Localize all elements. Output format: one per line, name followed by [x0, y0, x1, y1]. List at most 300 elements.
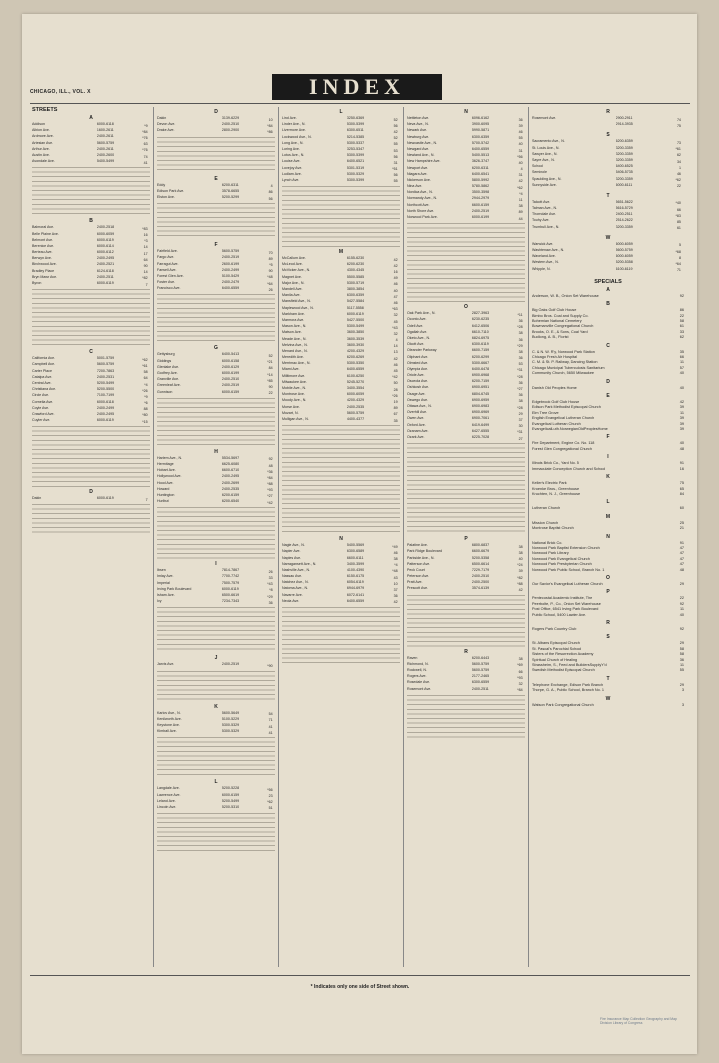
special-name: Immaculate Conception Church and School [532, 466, 606, 471]
sheet-number: *51 [392, 167, 398, 172]
sheet-number: *84 [267, 475, 273, 480]
street-name: Nassau Ave. [282, 574, 303, 579]
street-name: Christiana Ave. [32, 387, 57, 392]
sheet-number: *84 [267, 123, 273, 128]
sheet-number: *11 [517, 312, 523, 317]
sheet-number: 85 [676, 220, 681, 225]
sheet-number: *27 [267, 494, 273, 499]
address-range: 7200-7863 [96, 368, 115, 373]
street-name: New Hampshire Ave. [407, 159, 441, 164]
address-range: 7700-7742 [221, 574, 240, 579]
sheet-number: 39 [679, 421, 684, 426]
special-entry [532, 447, 684, 452]
address-range: 6100-6119 [615, 266, 633, 271]
sheet-number: 1 [678, 165, 681, 170]
street-name: Maplewood Ave., N. [282, 305, 314, 310]
address-range: 5600-5759 [471, 668, 490, 672]
address-range: 7814-7867 [221, 568, 240, 573]
address-range: 5200-5499 [96, 380, 115, 385]
index-filler-lines [157, 605, 275, 653]
sheet-number: 36 [518, 337, 523, 342]
address-range: 6500-6619 [221, 593, 240, 597]
sheet-number: 89 [268, 256, 273, 261]
street-name: Marmora Ave. [282, 317, 305, 322]
sheet-number: *26 [142, 388, 148, 393]
sheet-number: 46 [393, 362, 398, 367]
sheet-number: 52 [268, 354, 273, 359]
street-name: Miami Ave. [282, 367, 300, 372]
index-filler-lines [32, 424, 150, 487]
address-range: 6072-6141 [346, 592, 365, 597]
sheet-number: 16 [679, 466, 684, 471]
address-range: 5990-5871 [471, 128, 490, 133]
sheet-number: *9 [144, 123, 148, 128]
street-name: Arthur Ave. [32, 146, 50, 151]
street-name: Bradley Place [32, 268, 55, 273]
special-name: Norwood Park Presbyterian Church [532, 562, 592, 567]
sheet-number: 14 [143, 270, 148, 275]
sheet-number: 36 [268, 600, 273, 605]
sheet-number: 33 [268, 576, 273, 581]
index-filler-lines [532, 273, 684, 275]
specials-letter: L [606, 499, 610, 506]
sheet-number: 90 [268, 384, 273, 389]
address-range: 2400-2518 [96, 225, 115, 230]
special-entry [532, 568, 684, 573]
sheet-number: 45 [393, 319, 398, 324]
sheet-number: *4 [394, 563, 398, 568]
street-name: Rogers Ave. [407, 674, 427, 679]
address-range: 6300-6511 [346, 128, 364, 133]
address-range: 2400-2519 [221, 383, 240, 388]
street-name: Oriole Ave. [407, 373, 425, 378]
special-name: Anderson, W. B., Onion Set Warehouse [532, 293, 599, 298]
sheet-number: *31 [517, 430, 523, 435]
sheet-number: 34 [676, 159, 681, 164]
street-name: Napier Ave. [282, 549, 301, 554]
street-name: Parkside Ave., N. [407, 555, 435, 560]
sheet-number: *9 [144, 394, 148, 399]
sheet-number: 73 [676, 140, 681, 145]
address-range: 6900-7061 [471, 416, 490, 421]
special-name: Norwood Park Public School, Branch No. 1 [532, 567, 605, 572]
sheet-number: *62 [675, 178, 681, 183]
sheet-number: 29 [679, 641, 684, 646]
volume-caption: CHICAGO, ILL., VOL. X [30, 89, 91, 95]
section-letter: J [214, 655, 218, 662]
street-name: St. Louis Ave., N. [532, 145, 560, 150]
sheet-number: 58 [679, 318, 684, 323]
street-name: Loring Ave. [282, 146, 300, 151]
street-name: Norwood Park Ave. [407, 215, 438, 219]
sheet-number: *93 [517, 675, 523, 680]
street-name: Gunnison [157, 389, 173, 394]
street-name: Long Ave., N. [282, 140, 304, 145]
street-name: Normandy Ave., N. [407, 196, 438, 201]
street-name: Artesian Ave. [32, 140, 54, 145]
address-range: 2400-2479 [221, 280, 240, 285]
sheet-number: 27 [518, 436, 523, 441]
special-entry [532, 668, 684, 673]
address-range: 5300-5329 [221, 729, 240, 734]
sheet-number: 36 [679, 657, 684, 662]
sheet-number: 56 [393, 173, 398, 178]
index-filler-lines [157, 135, 275, 174]
address-range: 4100-4390 [346, 567, 365, 572]
sheet-number: *80 [142, 413, 148, 418]
sheet-number: *56 [267, 787, 273, 792]
address-range: 5200-5358 [615, 260, 633, 265]
sheet-number: *24 [517, 563, 523, 568]
street-name: Giddings [157, 358, 172, 363]
address-range: 6900-6969 [471, 410, 490, 415]
special-name: Strassheim, S., Feed and BuildersSupplyY'd [532, 663, 607, 668]
address-range: 6804-6745 [471, 391, 490, 396]
address-range: 2400-2519 [221, 662, 240, 667]
address-range: 3200-3359 [615, 224, 633, 229]
street-name: Rosemont Ave. [532, 116, 557, 120]
specials-letter: D [606, 378, 610, 385]
special-entry [532, 688, 684, 693]
street-name: Newgard Ave. [407, 146, 430, 151]
street-name: Meade Ave., N. [282, 336, 307, 341]
specials-letter: E [606, 393, 610, 400]
sheet-number: *76 [142, 148, 148, 153]
street-name: Carter Place [32, 368, 52, 373]
street-name: Edison Park Ave. [157, 188, 185, 193]
sheet-number: *64 [267, 281, 273, 286]
address-range: 6900-6951 [471, 385, 490, 390]
special-name: Community Church, 5650 Milwaukee [532, 371, 595, 376]
section-letter: L [214, 779, 218, 786]
special-name: Elm Tree Grove [532, 410, 559, 415]
special-name: Brooks, O. E., & Sons, Coal Yard [532, 329, 588, 334]
sheet-number: *43 [392, 325, 398, 330]
section-letter: E [214, 175, 218, 182]
sheet-number: 32 [393, 313, 398, 318]
street-name: Kimball Ave. [157, 729, 177, 734]
address-range: 2400-2600 [96, 152, 115, 157]
sheet-number: *15 [142, 419, 148, 424]
sheet-number: *69 [517, 663, 523, 668]
address-range: 2400-2521 [96, 262, 115, 267]
street-name: Ottawa Ave., N. [407, 404, 432, 408]
sheet-number: 38 [518, 657, 523, 662]
special-name: National Brick Co. [532, 540, 563, 545]
address-range: 5600-5759 [96, 362, 115, 367]
sheet-number: *48 [267, 275, 273, 280]
address-range: 6600-7159 [471, 348, 490, 353]
sheet-number: 11 [680, 607, 684, 612]
sheet-number: 65 [679, 486, 684, 491]
street-name: Olmsted Ave. [407, 360, 429, 365]
address-range: 6000-6059 [346, 392, 365, 397]
sheet-number: 16 [393, 270, 398, 275]
sheet-number: 42 [393, 263, 398, 268]
street-name: Nagle Ave., N. [282, 543, 305, 548]
special-name: Kroenke Bros., Greenhouse [532, 486, 580, 491]
address-range: 6419-6499 [471, 422, 490, 427]
address-range: 6000-6159 [221, 389, 240, 394]
address-range: 5406-5735 [615, 170, 633, 175]
sheet-number: *85 [267, 378, 273, 383]
address-range: 6054-6119 [346, 580, 364, 585]
address-range: 2400-2519 [221, 255, 240, 260]
index-filler-lines [157, 811, 275, 853]
special-entry [532, 526, 684, 531]
sheet-number: 37 [393, 588, 398, 593]
index-filler-lines [407, 221, 525, 302]
address-range: 5117-5558 [346, 305, 364, 310]
address-range: 6096-6162 [471, 116, 490, 120]
street-name: Park Ridge Boulevard [407, 549, 442, 554]
sheet-number: *29 [267, 594, 273, 599]
sheet-number: 53 [518, 362, 523, 367]
special-name: Edison Park Methodist Episcopal Church [532, 405, 601, 410]
sheet-number: 48 [679, 567, 684, 572]
street-name: Mason Ave., N. [282, 324, 307, 329]
street-name: School [532, 164, 543, 169]
sheet-number: 70 [268, 250, 273, 255]
street-name: Natoma Ave., N. [282, 586, 309, 591]
street-name: Whipple, N. [532, 266, 551, 271]
street-name: Bryn Mawr Ave. [32, 274, 58, 279]
address-range: 5200-5310 [221, 804, 240, 809]
address-range: 5300-5337 [346, 140, 365, 145]
street-name: Melvina Ave., N. [282, 342, 308, 347]
street-name: Francisco Ave. [157, 286, 181, 291]
sheet-number: 4 [270, 184, 273, 189]
address-range: 7229-7179 [471, 567, 490, 572]
sheet-number: 35 [393, 418, 398, 423]
sheet-number: 51 [268, 806, 273, 811]
sheet-number: 36 [518, 318, 523, 323]
address-range: 2944-2979 [471, 196, 490, 201]
address-range: 3200-3359 [615, 176, 633, 181]
address-range: 2800-2900 [221, 128, 240, 133]
index-filler-lines [157, 396, 275, 447]
sheet-number: *62 [517, 185, 523, 190]
sheet-number: 52 [393, 136, 398, 141]
address-range: 6000-6119 [96, 281, 114, 285]
index-filler-lines [157, 292, 275, 343]
sheet-number: 58 [679, 652, 684, 657]
address-range: 3578-6655 [221, 188, 240, 193]
street-name: Central Ave. [32, 380, 52, 385]
street-name: Belle Plaine Ave. [32, 231, 59, 236]
special-name: St. Albans Episcopal Church [532, 641, 580, 646]
sheet-number: 48 [679, 446, 684, 451]
street-name: Imperial [157, 580, 170, 585]
sheet-number: *27 [517, 387, 523, 392]
sheet-number: 36 [518, 393, 523, 398]
address-range: 3200-3359 [615, 157, 633, 162]
section-letter: K [214, 703, 218, 710]
address-range: 6200-6443 [471, 655, 490, 660]
street-name: Mozart, N. [282, 410, 299, 415]
address-range: 3600-3850 [346, 330, 365, 335]
section-letter: L [339, 109, 343, 115]
street-name: Newark Ave. [407, 128, 428, 133]
street-name: Ardmore Ave. [32, 134, 54, 139]
street-name: Owen Ave. [407, 416, 425, 421]
sheet-number: 84 [268, 366, 273, 371]
sheet-number: 4 [395, 338, 398, 343]
special-name: Spiritual Church of Healing [532, 657, 578, 662]
address-range: 6900-6968 [471, 373, 490, 378]
address-range: 2400-2495 [221, 474, 240, 479]
address-range: 2400-2531 [96, 374, 115, 379]
sheet-number: 39 [679, 416, 684, 421]
sheet-number: 42 [679, 400, 684, 405]
sheet-number: 7 [145, 497, 148, 502]
sheet-number: 55 [518, 136, 523, 141]
street-name: Major Ave., N. [282, 280, 305, 285]
street-name: Mansfield Ave., N. [282, 299, 311, 304]
street-name: Berteau Ave. [32, 250, 53, 255]
street-name: Mulligan Ave., N. [282, 416, 309, 421]
address-range: 3400-3554 [346, 386, 365, 390]
streets-column-4 [407, 107, 525, 967]
address-range: 5616-5729 [615, 206, 633, 211]
street-name: Oswego Ave. [407, 397, 429, 402]
address-range: 6100-6250 [346, 373, 365, 378]
street-name: Addison [32, 122, 45, 126]
section-letter: O [464, 304, 468, 311]
sheet-number: 23 [268, 794, 273, 799]
special-name: Lutheran Church [532, 506, 561, 511]
address-range: 5427-5584 [346, 299, 365, 304]
street-name: Austin Ave. [32, 152, 50, 157]
section-letter: F [214, 242, 218, 249]
index-filler-lines [532, 189, 684, 191]
street-name: Newburg Ave. [407, 134, 430, 139]
sheet-number: 36 [518, 356, 523, 361]
address-range: 5300-6667 [471, 360, 490, 365]
index-filler-lines [407, 441, 525, 534]
special-name: Thorpe, G. A., Public School, Branch No. 1 [532, 688, 604, 693]
street-name: Oliphant Ave. [407, 354, 429, 359]
sheet-number: 40 [518, 160, 523, 165]
address-range: 3500-3598 [471, 190, 490, 195]
address-range: 6400-6478 [471, 366, 490, 371]
sheet-number: 56 [393, 123, 398, 128]
sheet-number: *63 [392, 307, 398, 312]
sheet-number: 45 [393, 369, 398, 374]
sheet-number: 42 [393, 129, 398, 134]
street-name: Neola Ave. [282, 598, 300, 603]
address-range: 5700-5742 [471, 140, 490, 145]
sheet-number: 37 [518, 417, 523, 422]
sheet-number: 57 [679, 365, 684, 370]
sheet-number: *40 [675, 201, 681, 206]
section-letter: G [214, 345, 218, 352]
street-name: Godfrey Ave. [157, 371, 178, 375]
index-filler-lines [157, 669, 275, 702]
street-name: Glenlake Ave. [157, 364, 180, 369]
address-range: 5651-5622 [615, 199, 633, 204]
street-name: Merrimac Ave., N. [282, 361, 311, 366]
address-range: 6400-6559 [221, 286, 240, 291]
street-name: Ludlam Ave. [282, 171, 302, 176]
sheet-number: 75 [676, 123, 681, 128]
street-name: Cornelia Ave. [32, 399, 54, 404]
special-name: Swedish Methodist Episcopal Church [532, 668, 595, 673]
street-name: Coyle Ave. [32, 405, 50, 410]
address-range: 6600-6679 [471, 549, 490, 554]
street-name: Olcott Ave. [407, 342, 425, 347]
sheet-number: 38 [518, 331, 523, 336]
sheet-number: 46 [676, 171, 681, 176]
address-range: 5300-5329 [346, 171, 365, 176]
sheet-number: *4 [144, 382, 148, 387]
address-range: 7500-7579 [221, 580, 240, 585]
special-entry [532, 294, 684, 299]
collection-stamp: Fire Insurance Map Collection Geography and Map Division Library of Congress [600, 1017, 677, 1025]
sheet-number: 40 [518, 557, 523, 562]
sheet-number: 28 [393, 387, 398, 392]
address-range: 3626-3747 [471, 159, 490, 164]
sheet-number: *49 [392, 544, 398, 549]
sheet-number: 86 [679, 308, 684, 313]
address-range: 6300-6359 [346, 293, 365, 298]
specials-letter: I [607, 454, 609, 461]
street-name: Manila Ave. [282, 293, 301, 298]
special-entry [532, 613, 684, 618]
sheet-number: 30 [518, 424, 523, 429]
street-name: Lynch Ave. [282, 177, 300, 182]
street-name: Campbell Ave. [32, 362, 56, 367]
specials-letter: T [606, 675, 610, 682]
sheet-number: 38 [518, 544, 523, 549]
street-name: Richmond, N. [407, 661, 429, 666]
address-range: 4200-4329 [346, 348, 365, 353]
street-name: Talman Ave., N. [532, 206, 558, 211]
street-name: Oconto Ave. [407, 317, 427, 322]
sheet-number: 42 [393, 600, 398, 605]
column-divider [403, 107, 404, 967]
sheet-number: 17 [143, 251, 148, 256]
address-range: 7100-7199 [96, 393, 115, 398]
address-range: 5600-5759 [615, 248, 633, 252]
address-range: 5500-5585 [346, 274, 365, 279]
sheet-number: *90 [267, 663, 273, 668]
street-name: Ibsen [157, 568, 166, 573]
sheet-number: 13 [393, 350, 398, 355]
sheet-number: *28 [517, 405, 523, 410]
sheet-number: 66 [676, 207, 681, 212]
sheet-number: 41 [143, 160, 148, 165]
address-range: 2600-6199 [221, 261, 240, 266]
special-name: C. M. & St. P. Railway, Dancing Station [532, 360, 598, 365]
sheet-number: *42 [392, 375, 398, 380]
special-name: English Evangelical Lutheran Church [532, 416, 595, 421]
address-range: 6000-6119 [221, 586, 239, 591]
street-name: Oketo Ave., N. [407, 335, 431, 340]
street-name: Hood Ave. [157, 480, 174, 485]
address-range: 5534-5697 [221, 455, 240, 460]
street-name: Devon Ave. [157, 122, 176, 127]
sheet-number: 62 [676, 153, 681, 158]
address-range: 5100-5429 [221, 273, 240, 278]
sheet-number: *83 [675, 213, 681, 218]
address-range: 6000-6111 [615, 182, 633, 187]
address-range: 3600-3539 [346, 336, 365, 341]
sheet-number: *48 [392, 569, 398, 574]
street-name: Waveland Ave. [532, 254, 556, 259]
special-entry [532, 335, 684, 340]
sheet-number: 38 [393, 557, 398, 562]
